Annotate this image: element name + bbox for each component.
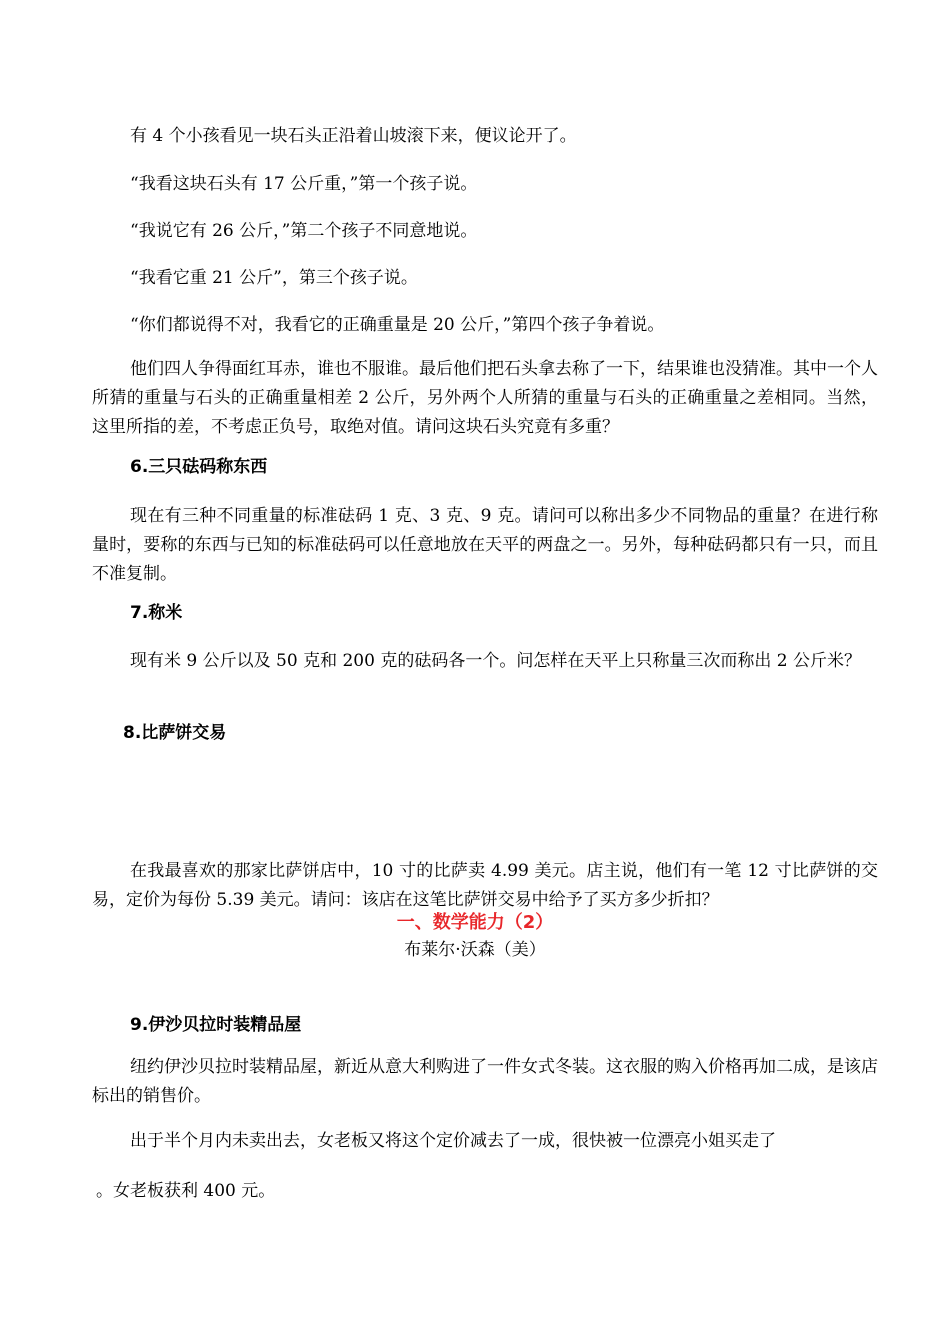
problem-9-text-continued: 出于半个月内未卖出去，女老板又将这个定价减去了一成，很快被一位漂亮小姐买走了 [130,1131,776,1151]
problem-9-heading: 9.伊沙贝拉时装精品屋 [130,1015,302,1035]
dialogue-fourth-child: “你们都说得不对，我看它的正确重量是 20 公斤，”第四个孩子争着说。 [130,315,665,335]
section-author: 布莱尔·沃森（美） [404,940,546,960]
stone-question-paragraph: 他们四人争得面红耳赤，谁也不服谁。最后他们把石头拿去称了一下，结果谁也没猜准。其中一个人所猜的重量与石头的正确重量相差 2 公斤，另外两个人所猜的重量与石头的正确重量之差相同。当然，这里所指的差，不考虑正负号，取绝对值。请问这块石头究竟有多重？ [92,359,878,437]
problem-6-heading: 6.三只砝码称东西 [130,457,268,477]
problem-7-text: 现有米 9 公斤以及 50 克和 200 克的砝码各一个。问怎样在天平上只称量三次而称出 2 公斤米？ [130,651,861,671]
problem-7-heading: 7.称米 [130,603,183,623]
dialogue-second-child: “我说它有 26 公斤，”第二个孩子不同意地说。 [130,221,478,241]
dialogue-third-child: “我看它重 21 公斤”，第三个孩子说。 [130,268,418,288]
intro-paragraph: 有 4 个小孩看见一块石头正沿着山坡滚下来，便议论开了。 [130,126,577,146]
problem-8-heading: 8.比萨饼交易 [123,723,227,743]
problem-9-text: 纽约伊沙贝拉时装精品屋，新近从意大利购进了一件女式冬装。这衣服的购入价格再加二成，是该店标出的销售价。 [92,1057,878,1106]
dialogue-first-child: “我看这块石头有 17 公斤重，”第一个孩子说。 [130,174,478,194]
problem-6-text: 现在有三种不同重量的标准砝码 1 克、3 克、9 克。请问可以称出多少不同物品的重量？在进行称量时，要称的东西与已知的标准砝码可以任意地放在天平的两盘之一。另外，每种砝码都只有一只，而且不准复制。 [92,506,878,584]
problem-9-text-end: 。女老板获利 400 元。 [96,1181,276,1201]
section-title: 一、数学能力（2） [396,912,554,933]
problem-8-text: 在我最喜欢的那家比萨饼店中，10 寸的比萨卖 4.99 美元。店主说，他们有一笔 12 寸比萨饼的交易，定价为每份 5.39 美元。请问：该店在这笔比萨饼交易中给予了买方多少折扣？ [92,861,878,910]
